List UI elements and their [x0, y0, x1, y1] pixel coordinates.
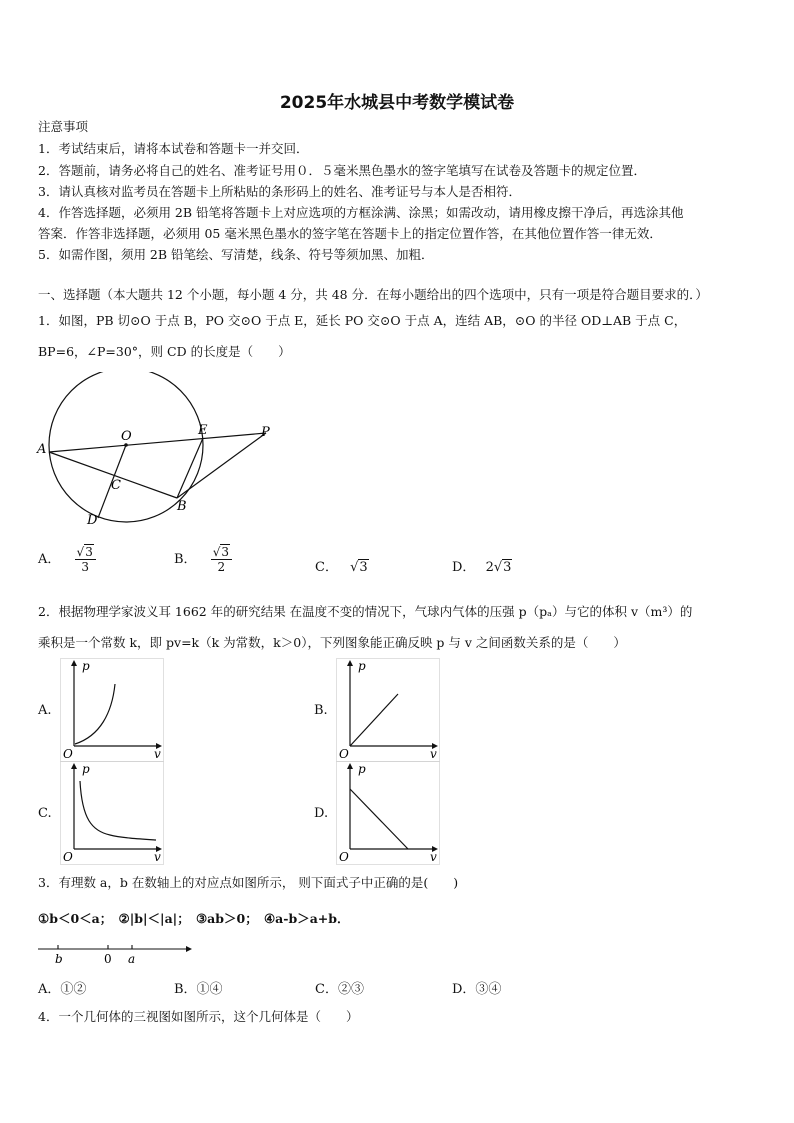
notice-item: 5．如需作图，须用 2B 铅笔绘、写清楚，线条、符号等须加黑、加粗．: [38, 247, 434, 262]
label-a: A: [37, 442, 47, 457]
graph-c: [60, 761, 164, 865]
q1-option-b[interactable]: B． $\frac{√3}{2}$: [174, 545, 232, 574]
notice-item: 4．作答选择题，必须用 2B 铅笔将答题卡上对应选项的方框涂满、涂黑；如需改动，请用橡皮擦干净后，再选涂其他: [38, 205, 684, 220]
axis-v: v: [154, 850, 161, 864]
notice-item: 1．考试结束后，请将本试卷和答题卡一并交回．: [38, 141, 309, 156]
point-b: b: [55, 952, 63, 966]
notice-item: 答案．作答非选择题，必须用 05 毫米黑色墨水的签字笔在答题卡上的指定位置作答，在其他位置作答一律无效．: [38, 226, 662, 241]
q3-option-a[interactable]: A．①②: [38, 982, 87, 997]
circle-tangent-figure: [34, 372, 284, 532]
point-a: a: [128, 952, 136, 966]
axis-p: p: [82, 659, 90, 673]
graph-a: [60, 658, 164, 762]
q1-option-a[interactable]: A． $\frac{√3}{3}$: [38, 545, 96, 574]
question-3-statements: ①b＜0＜a； ②|b|＜|a|； ③ab＞0； ④a-b＞a+b．: [38, 911, 350, 926]
question-1-text: BP=6，∠P=30°，则 CD 的长度是（ ）: [38, 344, 291, 359]
notice-heading: 注意事项: [38, 119, 89, 134]
axis-p: p: [358, 762, 366, 776]
notice-item: 3．请认真核对监考员在答题卡上所粘贴的条形码上的姓名、准考证号与本人是否相符．: [38, 184, 521, 199]
origin: O: [339, 747, 349, 761]
q2-option-d[interactable]: D.: [314, 806, 329, 821]
q1-option-d[interactable]: D． 2√3: [452, 560, 512, 575]
axis-v: v: [154, 747, 161, 761]
q2-option-b[interactable]: B.: [314, 703, 328, 718]
label-c: C: [111, 478, 121, 493]
question-3-text: 3．有理数 a，b 在数轴上的对应点如图所示， 则下面式子中正确的是( ): [38, 875, 459, 890]
origin: O: [63, 747, 73, 761]
page-title: 2025年水城县中考数学模试卷: [279, 93, 515, 113]
notice-item: 2．答题前，请务必将自己的姓名、准考证号用０．５毫米黑色墨水的签字笔填写在试卷及答题卡的规定位置．: [38, 163, 646, 178]
label-b: B: [177, 499, 187, 514]
section-heading: 一、选择题（本大题共 12 个小题，每小题 4 分，共 48 分．在每小题给出的四个选项中，只有一项是符合题目要求的．）: [38, 287, 708, 302]
q1-option-c[interactable]: C． √3: [315, 560, 368, 575]
question-1-text: 1．如图，PB 切⊙O 于点 B，PO 交⊙O 于点 E，延长 PO 交⊙O 于点 A，连结 AB，⊙O 的半径 OD⊥AB 于点 C，: [38, 313, 687, 328]
number-line: [36, 938, 196, 968]
graph-b: [336, 658, 440, 762]
origin: O: [63, 850, 73, 864]
label-d: D: [87, 513, 98, 528]
label-o: O: [121, 429, 132, 444]
axis-p: p: [358, 659, 366, 673]
question-4-text: 4．一个几何体的三视图如图所示，这个几何体是（ ）: [38, 1009, 359, 1024]
axis-v: v: [430, 747, 437, 761]
axis-p: p: [82, 762, 90, 776]
label-e: E: [198, 423, 208, 438]
question-2-text: 乘积是一个常数 k，即 pv=k（k 为常数，k＞0），下列图象能正确反映 p 与 v 之间函数关系的是（ ）: [38, 635, 626, 650]
q2-option-a[interactable]: A.: [38, 703, 52, 718]
graph-d: [336, 761, 440, 865]
origin: O: [339, 850, 349, 864]
q3-option-c[interactable]: C．②③: [315, 982, 364, 997]
q3-option-d[interactable]: D．③④: [452, 982, 502, 997]
point-zero: 0: [104, 952, 112, 966]
label-p: P: [261, 425, 270, 440]
q2-option-c[interactable]: C.: [38, 806, 52, 821]
axis-v: v: [430, 850, 437, 864]
q3-option-b[interactable]: B．①④: [174, 982, 223, 997]
question-2-text: 2．根据物理学家波义耳 1662 年的研究结果 在温度不变的情况下，气球内气体的压强 p（pₐ）与它的体积 v（m³）的: [38, 604, 693, 619]
